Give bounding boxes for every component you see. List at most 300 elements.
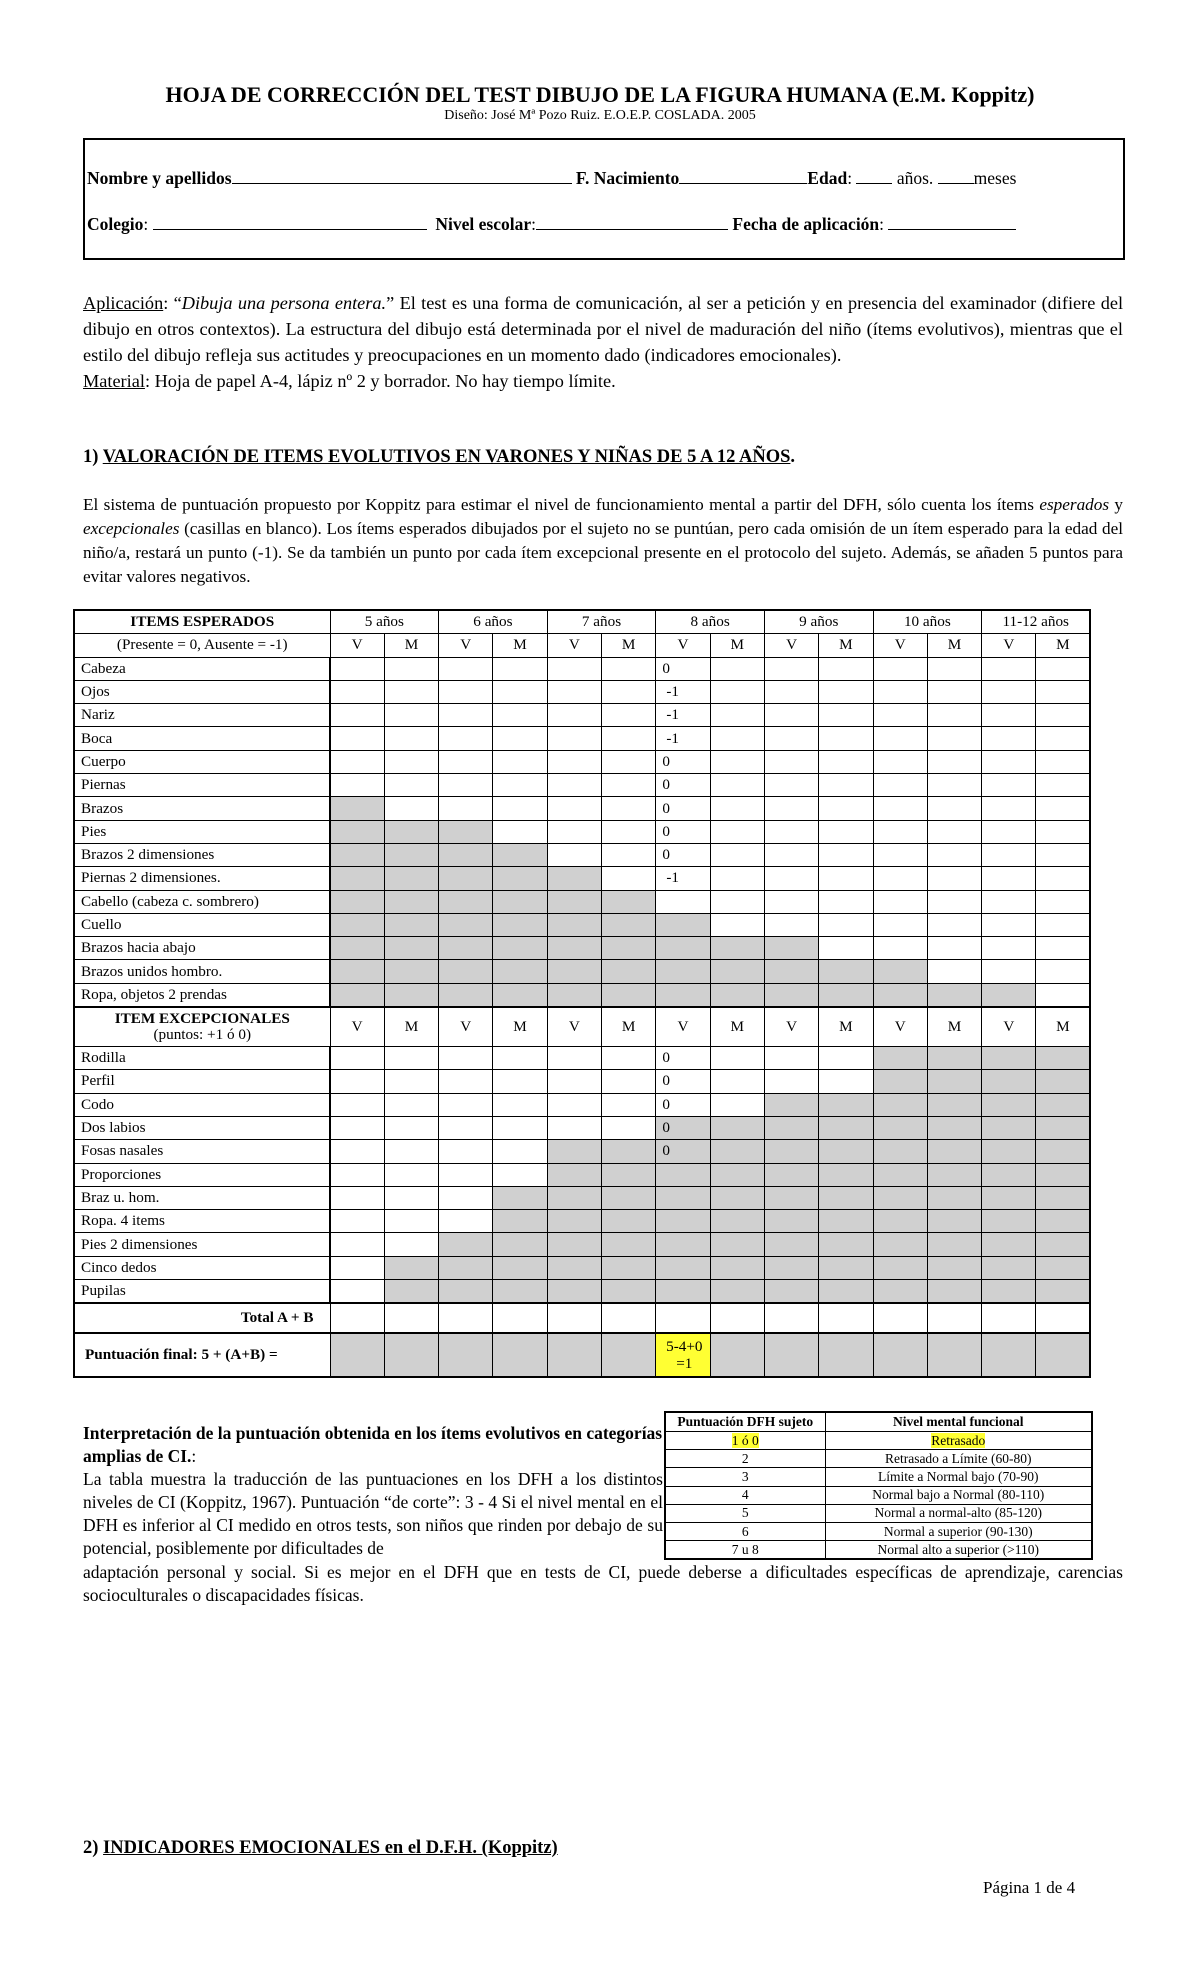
score-cell[interactable] bbox=[1036, 1047, 1090, 1070]
score-cell[interactable] bbox=[384, 913, 438, 936]
score-cell[interactable] bbox=[384, 1210, 438, 1233]
score-cell[interactable] bbox=[927, 1233, 981, 1256]
score-cell[interactable]: 0 bbox=[656, 797, 710, 820]
score-cell[interactable]: -1 bbox=[656, 704, 710, 727]
score-cell[interactable] bbox=[710, 1093, 764, 1116]
score-cell[interactable] bbox=[873, 960, 927, 983]
score-cell[interactable] bbox=[873, 1256, 927, 1279]
score-cell[interactable] bbox=[439, 1233, 493, 1256]
score-cell[interactable] bbox=[982, 727, 1036, 750]
score-cell[interactable] bbox=[927, 983, 981, 1007]
score-cell[interactable] bbox=[439, 1047, 493, 1070]
score-cell[interactable] bbox=[547, 727, 601, 750]
score-cell[interactable] bbox=[602, 1233, 656, 1256]
score-cell[interactable] bbox=[873, 680, 927, 703]
score-cell[interactable] bbox=[819, 1116, 873, 1139]
score-cell[interactable] bbox=[927, 1116, 981, 1139]
score-cell[interactable] bbox=[1036, 1163, 1090, 1186]
total-cell[interactable] bbox=[927, 1303, 981, 1333]
score-cell[interactable] bbox=[982, 1256, 1036, 1279]
score-cell[interactable] bbox=[547, 1233, 601, 1256]
score-cell[interactable] bbox=[819, 890, 873, 913]
score-cell[interactable] bbox=[384, 937, 438, 960]
score-cell[interactable] bbox=[710, 913, 764, 936]
score-cell[interactable]: 0 bbox=[656, 1093, 710, 1116]
score-cell[interactable] bbox=[547, 1186, 601, 1209]
score-cell[interactable] bbox=[656, 890, 710, 913]
score-cell[interactable] bbox=[384, 750, 438, 773]
score-cell[interactable] bbox=[873, 1163, 927, 1186]
score-cell[interactable] bbox=[764, 680, 818, 703]
score-cell[interactable] bbox=[819, 1093, 873, 1116]
score-cell[interactable] bbox=[547, 797, 601, 820]
score-cell[interactable] bbox=[873, 890, 927, 913]
score-cell[interactable] bbox=[764, 1140, 818, 1163]
score-cell[interactable] bbox=[819, 937, 873, 960]
score-cell[interactable] bbox=[330, 983, 384, 1007]
score-cell[interactable] bbox=[982, 843, 1036, 866]
score-cell[interactable] bbox=[982, 890, 1036, 913]
score-cell[interactable] bbox=[439, 797, 493, 820]
score-cell[interactable] bbox=[710, 983, 764, 1007]
score-cell[interactable] bbox=[819, 750, 873, 773]
score-cell[interactable] bbox=[927, 890, 981, 913]
score-cell[interactable] bbox=[873, 704, 927, 727]
score-cell[interactable] bbox=[764, 937, 818, 960]
total-cell[interactable] bbox=[439, 1303, 493, 1333]
score-cell[interactable] bbox=[656, 1163, 710, 1186]
score-cell[interactable] bbox=[873, 774, 927, 797]
score-cell[interactable] bbox=[439, 913, 493, 936]
score-cell[interactable] bbox=[656, 1256, 710, 1279]
score-cell[interactable] bbox=[493, 750, 547, 773]
score-cell[interactable] bbox=[330, 750, 384, 773]
score-cell[interactable] bbox=[873, 867, 927, 890]
score-cell[interactable] bbox=[764, 843, 818, 866]
score-cell[interactable] bbox=[547, 1210, 601, 1233]
score-cell[interactable] bbox=[656, 1186, 710, 1209]
score-cell[interactable] bbox=[710, 657, 764, 680]
score-cell[interactable] bbox=[330, 1140, 384, 1163]
score-cell[interactable] bbox=[439, 704, 493, 727]
score-cell[interactable] bbox=[1036, 1093, 1090, 1116]
score-cell[interactable] bbox=[602, 1186, 656, 1209]
score-cell[interactable] bbox=[710, 1186, 764, 1209]
score-cell[interactable] bbox=[710, 820, 764, 843]
score-cell[interactable] bbox=[602, 937, 656, 960]
score-cell[interactable] bbox=[927, 1093, 981, 1116]
date-field[interactable] bbox=[888, 215, 1016, 230]
score-cell[interactable] bbox=[493, 1280, 547, 1304]
score-cell[interactable] bbox=[982, 1210, 1036, 1233]
score-cell[interactable] bbox=[384, 704, 438, 727]
score-cell[interactable] bbox=[602, 867, 656, 890]
score-cell[interactable] bbox=[764, 960, 818, 983]
score-cell[interactable] bbox=[656, 1280, 710, 1304]
final-cell[interactable] bbox=[602, 1333, 656, 1377]
score-cell[interactable] bbox=[982, 913, 1036, 936]
score-cell[interactable] bbox=[710, 843, 764, 866]
score-cell[interactable] bbox=[330, 1163, 384, 1186]
score-cell[interactable] bbox=[710, 937, 764, 960]
score-cell[interactable] bbox=[710, 1047, 764, 1070]
score-cell[interactable] bbox=[547, 704, 601, 727]
score-cell[interactable] bbox=[439, 1070, 493, 1093]
score-cell[interactable] bbox=[384, 797, 438, 820]
score-cell[interactable] bbox=[493, 680, 547, 703]
score-cell[interactable] bbox=[764, 797, 818, 820]
score-cell[interactable] bbox=[602, 704, 656, 727]
score-cell[interactable] bbox=[873, 1186, 927, 1209]
score-cell[interactable] bbox=[493, 1256, 547, 1279]
score-cell[interactable] bbox=[656, 1233, 710, 1256]
score-cell[interactable] bbox=[927, 750, 981, 773]
score-cell[interactable] bbox=[439, 1256, 493, 1279]
score-cell[interactable] bbox=[1036, 843, 1090, 866]
score-cell[interactable] bbox=[764, 1186, 818, 1209]
score-cell[interactable] bbox=[710, 1116, 764, 1139]
score-cell[interactable] bbox=[873, 1233, 927, 1256]
score-cell[interactable] bbox=[819, 960, 873, 983]
score-cell[interactable] bbox=[982, 1233, 1036, 1256]
score-cell[interactable] bbox=[439, 727, 493, 750]
score-cell[interactable] bbox=[819, 704, 873, 727]
score-cell[interactable] bbox=[873, 1280, 927, 1304]
score-cell[interactable] bbox=[1036, 774, 1090, 797]
score-cell[interactable] bbox=[602, 913, 656, 936]
score-cell[interactable] bbox=[982, 797, 1036, 820]
final-cell[interactable] bbox=[330, 1333, 384, 1377]
score-cell[interactable] bbox=[1036, 1070, 1090, 1093]
score-cell[interactable] bbox=[602, 1140, 656, 1163]
score-cell[interactable] bbox=[547, 1116, 601, 1139]
score-cell[interactable] bbox=[439, 1186, 493, 1209]
score-cell[interactable] bbox=[710, 1070, 764, 1093]
score-cell[interactable] bbox=[819, 797, 873, 820]
score-cell[interactable] bbox=[547, 960, 601, 983]
score-cell[interactable] bbox=[764, 704, 818, 727]
score-cell[interactable] bbox=[819, 1047, 873, 1070]
score-cell[interactable] bbox=[602, 750, 656, 773]
score-cell[interactable] bbox=[927, 843, 981, 866]
score-cell[interactable] bbox=[602, 797, 656, 820]
score-cell[interactable] bbox=[1036, 727, 1090, 750]
score-cell[interactable] bbox=[602, 1256, 656, 1279]
final-cell[interactable] bbox=[873, 1333, 927, 1377]
score-cell[interactable]: 0 bbox=[656, 1116, 710, 1139]
score-cell[interactable] bbox=[439, 1116, 493, 1139]
score-cell[interactable] bbox=[1036, 1210, 1090, 1233]
score-cell[interactable] bbox=[764, 913, 818, 936]
score-cell[interactable] bbox=[873, 797, 927, 820]
score-cell[interactable] bbox=[384, 1116, 438, 1139]
score-cell[interactable] bbox=[656, 1210, 710, 1233]
score-cell[interactable] bbox=[439, 867, 493, 890]
score-cell[interactable] bbox=[764, 867, 818, 890]
total-cell[interactable] bbox=[656, 1303, 710, 1333]
score-cell[interactable]: 0 bbox=[656, 820, 710, 843]
score-cell[interactable] bbox=[330, 774, 384, 797]
final-cell[interactable] bbox=[384, 1333, 438, 1377]
score-cell[interactable] bbox=[1036, 983, 1090, 1007]
score-cell[interactable] bbox=[1036, 1186, 1090, 1209]
age-months-field[interactable] bbox=[938, 169, 974, 184]
score-cell[interactable] bbox=[819, 1140, 873, 1163]
score-cell[interactable] bbox=[1036, 1280, 1090, 1304]
score-cell[interactable] bbox=[1036, 913, 1090, 936]
score-cell[interactable]: 0 bbox=[656, 750, 710, 773]
name-field[interactable] bbox=[232, 169, 572, 184]
school-field[interactable] bbox=[153, 215, 427, 230]
score-cell[interactable] bbox=[710, 1233, 764, 1256]
score-cell[interactable] bbox=[927, 1070, 981, 1093]
score-cell[interactable] bbox=[602, 983, 656, 1007]
score-cell[interactable] bbox=[493, 704, 547, 727]
score-cell[interactable] bbox=[819, 774, 873, 797]
score-cell[interactable] bbox=[493, 1140, 547, 1163]
score-cell[interactable] bbox=[384, 1280, 438, 1304]
score-cell[interactable] bbox=[982, 820, 1036, 843]
level-field[interactable] bbox=[536, 215, 728, 230]
score-cell[interactable] bbox=[873, 1116, 927, 1139]
score-cell[interactable] bbox=[330, 1233, 384, 1256]
score-cell[interactable] bbox=[927, 1210, 981, 1233]
score-cell[interactable] bbox=[439, 890, 493, 913]
score-cell[interactable] bbox=[1036, 890, 1090, 913]
score-cell[interactable] bbox=[493, 843, 547, 866]
score-cell[interactable]: 0 bbox=[656, 774, 710, 797]
score-cell[interactable] bbox=[439, 820, 493, 843]
score-cell[interactable] bbox=[330, 890, 384, 913]
score-cell[interactable] bbox=[982, 867, 1036, 890]
score-cell[interactable] bbox=[982, 680, 1036, 703]
score-cell[interactable] bbox=[384, 727, 438, 750]
score-cell[interactable] bbox=[330, 1186, 384, 1209]
total-cell[interactable] bbox=[710, 1303, 764, 1333]
score-cell[interactable] bbox=[764, 890, 818, 913]
score-cell[interactable] bbox=[927, 704, 981, 727]
score-cell[interactable] bbox=[547, 1070, 601, 1093]
score-cell[interactable] bbox=[384, 843, 438, 866]
score-cell[interactable] bbox=[439, 774, 493, 797]
score-cell[interactable] bbox=[330, 1047, 384, 1070]
score-cell[interactable] bbox=[927, 680, 981, 703]
score-cell[interactable] bbox=[710, 750, 764, 773]
score-cell[interactable] bbox=[439, 960, 493, 983]
score-cell[interactable] bbox=[982, 1280, 1036, 1304]
score-cell[interactable] bbox=[384, 820, 438, 843]
score-cell[interactable] bbox=[764, 774, 818, 797]
score-cell[interactable] bbox=[439, 983, 493, 1007]
score-cell[interactable] bbox=[710, 867, 764, 890]
score-cell[interactable] bbox=[330, 1116, 384, 1139]
score-cell[interactable] bbox=[1036, 1256, 1090, 1279]
score-cell[interactable] bbox=[493, 797, 547, 820]
score-cell[interactable] bbox=[547, 913, 601, 936]
score-cell[interactable] bbox=[982, 1116, 1036, 1139]
score-cell[interactable] bbox=[764, 1070, 818, 1093]
score-cell[interactable] bbox=[547, 1093, 601, 1116]
score-cell[interactable] bbox=[873, 913, 927, 936]
score-cell[interactable] bbox=[493, 1116, 547, 1139]
score-cell[interactable] bbox=[439, 1163, 493, 1186]
final-cell[interactable] bbox=[439, 1333, 493, 1377]
score-cell[interactable] bbox=[764, 1163, 818, 1186]
score-cell[interactable] bbox=[330, 704, 384, 727]
score-cell[interactable] bbox=[439, 937, 493, 960]
score-cell[interactable]: 0 bbox=[656, 843, 710, 866]
final-cell[interactable] bbox=[1036, 1333, 1090, 1377]
score-cell[interactable] bbox=[493, 1047, 547, 1070]
score-cell[interactable] bbox=[602, 1210, 656, 1233]
score-cell[interactable] bbox=[547, 1256, 601, 1279]
score-cell[interactable] bbox=[927, 960, 981, 983]
score-cell[interactable] bbox=[602, 680, 656, 703]
score-cell[interactable] bbox=[330, 727, 384, 750]
score-cell[interactable] bbox=[493, 960, 547, 983]
score-cell[interactable] bbox=[330, 1070, 384, 1093]
score-cell[interactable] bbox=[873, 1093, 927, 1116]
score-cell[interactable] bbox=[602, 820, 656, 843]
score-cell[interactable] bbox=[710, 680, 764, 703]
score-cell[interactable] bbox=[1036, 960, 1090, 983]
score-cell[interactable] bbox=[384, 1093, 438, 1116]
score-cell[interactable] bbox=[927, 1163, 981, 1186]
score-cell[interactable] bbox=[764, 1256, 818, 1279]
score-cell[interactable] bbox=[873, 937, 927, 960]
score-cell[interactable] bbox=[547, 657, 601, 680]
score-cell[interactable] bbox=[493, 983, 547, 1007]
score-cell[interactable] bbox=[1036, 820, 1090, 843]
score-cell[interactable] bbox=[873, 1210, 927, 1233]
score-cell[interactable] bbox=[330, 680, 384, 703]
score-cell[interactable] bbox=[982, 657, 1036, 680]
score-cell[interactable] bbox=[982, 937, 1036, 960]
score-cell[interactable] bbox=[764, 983, 818, 1007]
final-cell[interactable] bbox=[710, 1333, 764, 1377]
score-cell[interactable] bbox=[384, 1163, 438, 1186]
score-cell[interactable] bbox=[927, 797, 981, 820]
score-cell[interactable] bbox=[330, 1093, 384, 1116]
score-cell[interactable] bbox=[1036, 1140, 1090, 1163]
score-cell[interactable] bbox=[1036, 680, 1090, 703]
score-cell[interactable] bbox=[547, 820, 601, 843]
total-cell[interactable] bbox=[384, 1303, 438, 1333]
score-cell[interactable] bbox=[547, 983, 601, 1007]
score-cell[interactable] bbox=[547, 1140, 601, 1163]
score-cell[interactable] bbox=[656, 937, 710, 960]
score-cell[interactable] bbox=[819, 843, 873, 866]
score-cell[interactable] bbox=[384, 1233, 438, 1256]
score-cell[interactable] bbox=[493, 1163, 547, 1186]
score-cell[interactable] bbox=[710, 890, 764, 913]
score-cell[interactable] bbox=[927, 937, 981, 960]
score-cell[interactable] bbox=[493, 867, 547, 890]
score-cell[interactable] bbox=[602, 1047, 656, 1070]
score-cell[interactable] bbox=[493, 820, 547, 843]
score-cell[interactable] bbox=[873, 820, 927, 843]
score-cell[interactable] bbox=[493, 1093, 547, 1116]
score-cell[interactable] bbox=[602, 657, 656, 680]
score-cell[interactable] bbox=[493, 1186, 547, 1209]
age-years-field[interactable] bbox=[856, 169, 892, 184]
score-cell[interactable] bbox=[493, 657, 547, 680]
score-cell[interactable] bbox=[873, 1047, 927, 1070]
score-cell[interactable] bbox=[982, 1163, 1036, 1186]
score-cell[interactable]: 0 bbox=[656, 1140, 710, 1163]
score-cell[interactable] bbox=[819, 1280, 873, 1304]
score-cell[interactable] bbox=[547, 750, 601, 773]
score-cell[interactable] bbox=[384, 1256, 438, 1279]
score-cell[interactable] bbox=[819, 727, 873, 750]
score-cell[interactable] bbox=[547, 774, 601, 797]
score-cell[interactable] bbox=[1036, 704, 1090, 727]
score-cell[interactable] bbox=[982, 1140, 1036, 1163]
score-cell[interactable] bbox=[1036, 867, 1090, 890]
score-cell[interactable]: -1 bbox=[656, 867, 710, 890]
score-cell[interactable] bbox=[927, 913, 981, 936]
score-cell[interactable] bbox=[710, 1256, 764, 1279]
score-cell[interactable] bbox=[873, 750, 927, 773]
score-cell[interactable] bbox=[384, 867, 438, 890]
score-cell[interactable] bbox=[547, 843, 601, 866]
score-cell[interactable] bbox=[819, 657, 873, 680]
score-cell[interactable]: 0 bbox=[656, 1070, 710, 1093]
score-cell[interactable] bbox=[602, 843, 656, 866]
score-cell[interactable] bbox=[927, 1186, 981, 1209]
score-cell[interactable] bbox=[602, 1093, 656, 1116]
score-cell[interactable] bbox=[873, 727, 927, 750]
score-cell[interactable] bbox=[384, 774, 438, 797]
score-cell[interactable]: 0 bbox=[656, 657, 710, 680]
score-cell[interactable] bbox=[493, 1233, 547, 1256]
score-cell[interactable] bbox=[493, 890, 547, 913]
score-cell[interactable] bbox=[547, 937, 601, 960]
score-cell[interactable] bbox=[602, 1070, 656, 1093]
total-cell[interactable] bbox=[493, 1303, 547, 1333]
score-cell[interactable] bbox=[384, 1047, 438, 1070]
score-cell[interactable] bbox=[384, 960, 438, 983]
final-score-cell[interactable] bbox=[656, 1333, 710, 1377]
final-cell[interactable] bbox=[927, 1333, 981, 1377]
score-cell[interactable] bbox=[602, 890, 656, 913]
score-cell[interactable] bbox=[330, 937, 384, 960]
score-cell[interactable] bbox=[819, 680, 873, 703]
score-cell[interactable] bbox=[547, 1280, 601, 1304]
score-cell[interactable] bbox=[764, 750, 818, 773]
score-cell[interactable] bbox=[819, 1210, 873, 1233]
score-cell[interactable] bbox=[1036, 657, 1090, 680]
score-cell[interactable] bbox=[873, 657, 927, 680]
score-cell[interactable] bbox=[764, 1280, 818, 1304]
score-cell[interactable] bbox=[764, 727, 818, 750]
score-cell[interactable] bbox=[710, 704, 764, 727]
score-cell[interactable] bbox=[493, 913, 547, 936]
score-cell[interactable] bbox=[439, 1140, 493, 1163]
total-cell[interactable] bbox=[330, 1303, 384, 1333]
score-cell[interactable] bbox=[819, 983, 873, 1007]
score-cell[interactable] bbox=[330, 960, 384, 983]
score-cell[interactable] bbox=[764, 1210, 818, 1233]
score-cell[interactable] bbox=[927, 1256, 981, 1279]
score-cell[interactable] bbox=[873, 1140, 927, 1163]
score-cell[interactable] bbox=[547, 890, 601, 913]
score-cell[interactable] bbox=[493, 1070, 547, 1093]
score-cell[interactable] bbox=[547, 867, 601, 890]
score-cell[interactable] bbox=[710, 1163, 764, 1186]
score-cell[interactable] bbox=[819, 1233, 873, 1256]
score-cell[interactable] bbox=[982, 750, 1036, 773]
